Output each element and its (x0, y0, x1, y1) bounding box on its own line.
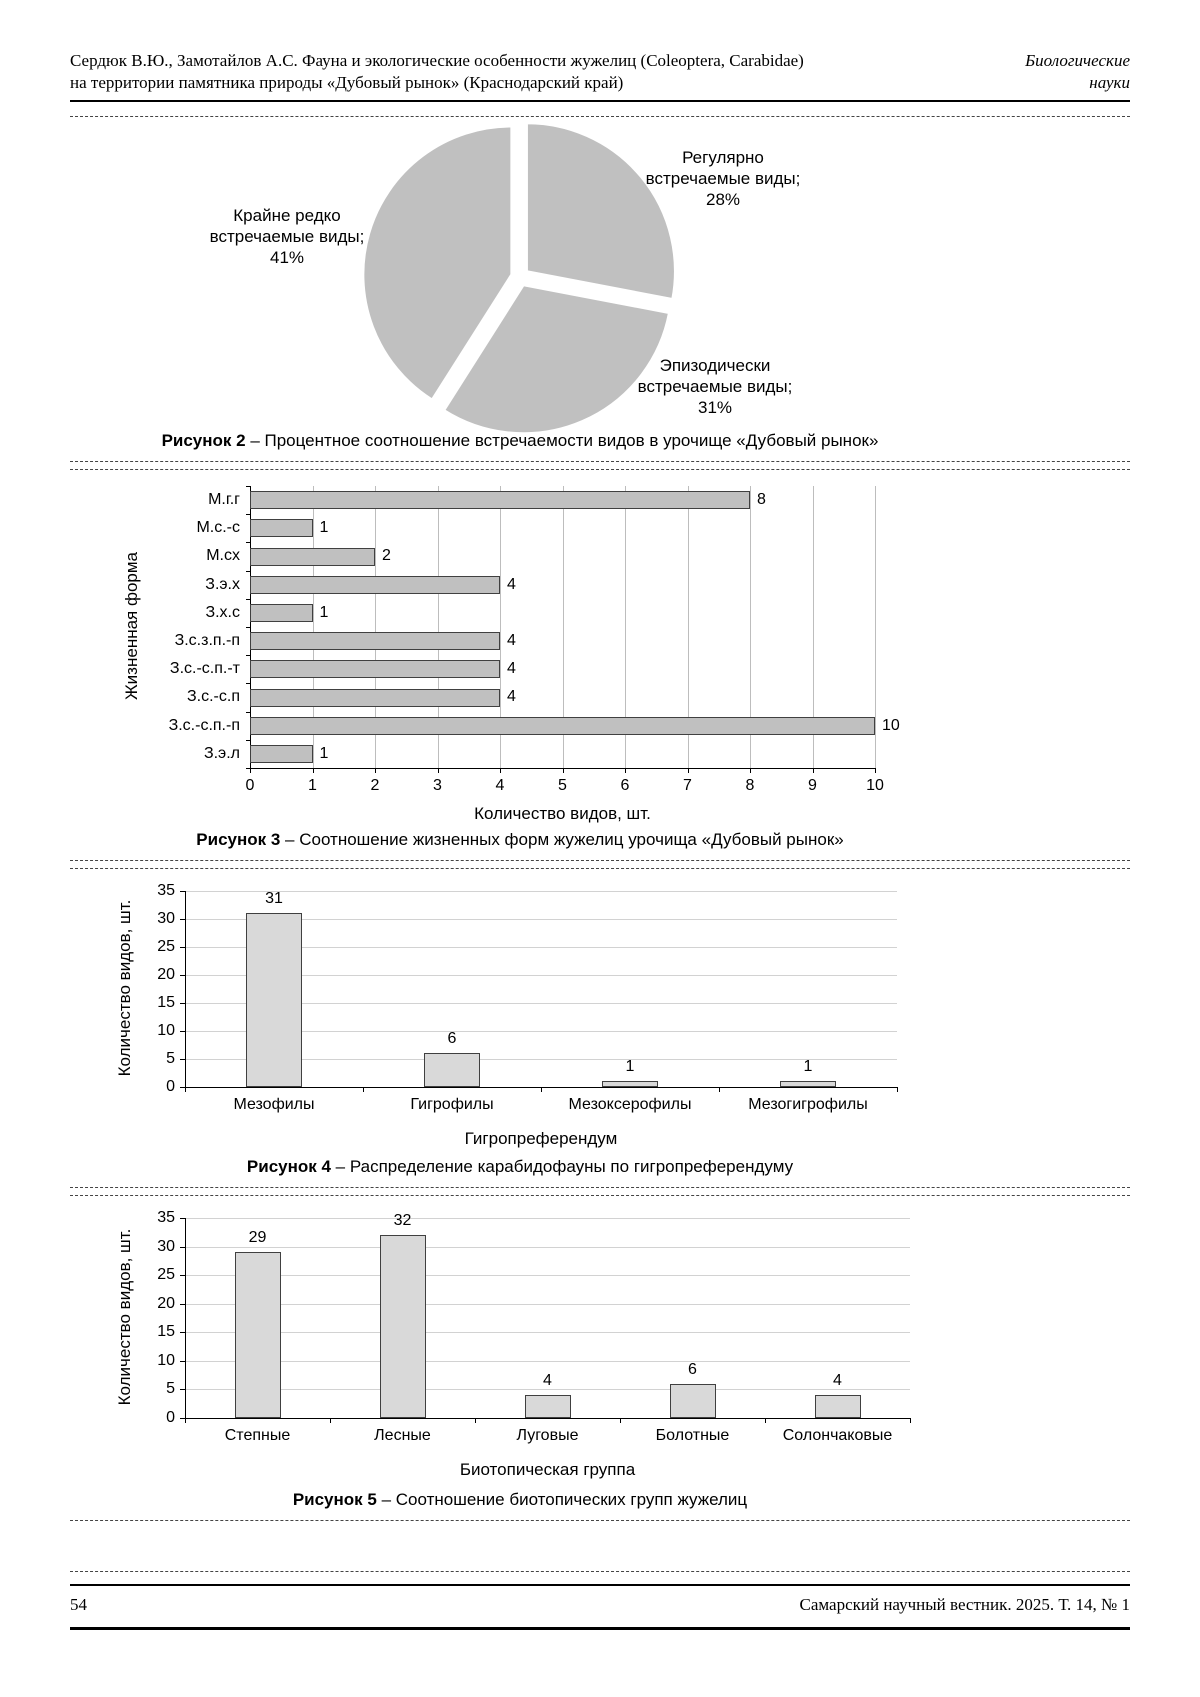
category-label: Луговые (516, 1427, 579, 1444)
dashed-rule (70, 868, 1130, 869)
category-label: Степные (224, 1427, 291, 1444)
bar-value-label: 4 (507, 632, 516, 649)
journal-section-label (1025, 50, 1130, 94)
section-divider (70, 1187, 1130, 1196)
figure-title: – Распределение карабидофауны по гигропреферендуму (330, 1157, 794, 1176)
x-axis-tick (541, 1087, 542, 1092)
bar-value-label: 1 (319, 519, 329, 537)
x-tick-label: 4 (495, 777, 505, 794)
category-label: Мезофилы (233, 1096, 315, 1113)
figure-label: Рисунок 2 (161, 431, 246, 450)
figure-4-caption (70, 1157, 970, 1177)
pie-label-rare (197, 205, 377, 268)
figure-3-section (70, 478, 1130, 869)
bar (525, 1395, 571, 1418)
y-tick-label: 5 (166, 1050, 175, 1067)
x-axis-tick (897, 1087, 898, 1092)
bar (380, 1235, 426, 1418)
bar-value-label: 4 (507, 575, 516, 593)
y-tick-label: 25 (157, 938, 175, 955)
x-axis-tick (185, 1418, 186, 1423)
category-label: З.э.х (205, 575, 240, 593)
y-axis-tick (246, 514, 250, 515)
x-axis-tick (910, 1418, 911, 1423)
y-tick-label: 10 (157, 1351, 175, 1369)
journal-section-line1: Биологические (1025, 51, 1130, 70)
y-tick-label: 25 (157, 1266, 175, 1284)
figure-4-section (70, 877, 1130, 1196)
bar (250, 632, 500, 650)
x-axis-title: Гигропреферендум (464, 1129, 618, 1148)
x-tick-label: 7 (683, 777, 692, 794)
pie-slice-label: Эпизодически встречаемые виды; (637, 356, 793, 396)
y-tick-label: 15 (157, 994, 175, 1011)
category-label: М.сх (206, 547, 240, 565)
y-tick-label: 20 (157, 966, 175, 983)
header-row (70, 50, 1130, 94)
x-axis-tick (625, 768, 626, 773)
y-axis-tick (246, 486, 250, 487)
journal-section-line2: науки (1089, 73, 1130, 92)
category-label: З.х.с (205, 603, 240, 621)
bar-value-label: 10 (882, 716, 900, 734)
y-tick-label: 30 (157, 910, 175, 927)
pie-slice-percent: 41% (269, 248, 305, 267)
y-axis (185, 1218, 186, 1419)
bar (250, 491, 750, 509)
x-axis-title: Биотопическая группа (459, 1460, 636, 1479)
y-tick-label: 5 (166, 1380, 175, 1398)
gridline (875, 486, 876, 768)
bar (815, 1395, 861, 1418)
gridline (185, 1304, 910, 1305)
y-tick-label: 10 (157, 1022, 175, 1039)
bar (246, 913, 302, 1087)
bar (780, 1081, 836, 1087)
x-axis-tick (875, 768, 876, 773)
bar (250, 745, 313, 763)
y-tick-label: 35 (157, 882, 175, 899)
y-tick-label: 0 (166, 1409, 175, 1426)
bar (424, 1053, 480, 1087)
x-tick-label: 5 (558, 777, 567, 794)
bar-value-label: 8 (757, 491, 766, 508)
bar (602, 1081, 658, 1087)
x-axis-tick (620, 1418, 621, 1423)
category-label: Мезоксерофилы (568, 1096, 692, 1113)
dashed-rule (70, 1571, 1130, 1572)
category-label: З.с.-с.п.-т (169, 660, 240, 678)
bar-value-label: 4 (833, 1372, 842, 1390)
figure-5-section (70, 1204, 1130, 1521)
figure-label: Рисунок 4 (246, 1157, 331, 1176)
y-axis-tick (246, 683, 250, 684)
bar (250, 717, 875, 735)
bar-value-label: 1 (319, 744, 329, 762)
y-axis (185, 891, 186, 1088)
category-label: З.с.з.п.-п (174, 632, 240, 649)
y-tick-label: 35 (157, 1209, 175, 1226)
bar-value-label: 6 (447, 1030, 457, 1048)
gridline (185, 1218, 910, 1219)
article-title (70, 50, 804, 94)
bar-value-label: 6 (688, 1360, 697, 1378)
dashed-rule (70, 461, 1130, 462)
category-label: З.с.-с.п.-п (168, 716, 240, 734)
figure-label: Рисунок 5 (292, 1490, 377, 1509)
figure-title: – Процентное соотношение встречаемости видов в урочище «Дубовый рынок» (245, 431, 879, 450)
footer-text-row (70, 1586, 1130, 1615)
section-divider (70, 461, 1130, 470)
figure-2-section (70, 117, 1130, 470)
dashed-rule (70, 469, 1130, 470)
y-tick-label: 30 (157, 1237, 175, 1255)
category-label: З.с.-с.п (187, 688, 240, 706)
category-label: Гигрофилы (410, 1096, 494, 1113)
section-divider (70, 1520, 1130, 1521)
bar (250, 604, 313, 622)
y-tick-label: 0 (166, 1078, 175, 1095)
bar (235, 1252, 281, 1418)
pie-slice-percent: 31% (697, 398, 733, 417)
bar (250, 576, 500, 594)
figure-title: – Соотношение жизненных форм жужелиц урочища «Дубовый рынок» (280, 830, 844, 849)
bar (250, 548, 375, 566)
x-tick-label: 10 (866, 777, 884, 794)
pie-label-episodic (626, 355, 804, 418)
gridline (185, 1275, 910, 1276)
bar-value-label: 31 (265, 890, 283, 908)
y-tick-label: 15 (157, 1323, 175, 1341)
x-axis-tick (313, 768, 314, 773)
x-axis-tick (438, 768, 439, 773)
x-tick-label: 1 (308, 777, 317, 794)
pie-slice-label: Крайне редко встречаемые виды; (209, 206, 365, 246)
y-axis-tick (246, 599, 250, 600)
x-tick-label: 8 (745, 777, 755, 794)
pie-chart-occurrence (70, 117, 1130, 429)
pie-slice-label: Регулярно встречаемые виды; (645, 148, 801, 188)
bar (670, 1384, 716, 1418)
bar-value-label: 1 (319, 603, 329, 621)
dashed-rule (70, 860, 1130, 861)
page-footer (70, 1571, 1130, 1630)
article-title-line1: Сердюк В.Ю., Замотайлов А.С. Фауна и экологические особенности жужелиц (Coleoptera, Carabidae) (70, 51, 804, 70)
category-label: З.э.л (203, 744, 240, 762)
category-label: Болотные (655, 1427, 730, 1444)
x-axis-tick (563, 768, 564, 773)
x-axis-tick (375, 768, 376, 773)
x-axis-tick (765, 1418, 766, 1423)
bar-value-label: 1 (803, 1058, 813, 1076)
x-axis-tick (719, 1087, 720, 1092)
x-tick-label: 9 (808, 777, 817, 794)
pie-slice-percent: 28% (705, 190, 741, 209)
figure-title: – Соотношение биотопических групп жужелиц (376, 1490, 748, 1509)
bar-value-label: 1 (625, 1058, 635, 1076)
x-tick-label: 0 (245, 777, 255, 794)
y-axis-tick (246, 627, 250, 628)
category-label: Солончаковые (782, 1427, 893, 1444)
bar-value-label: 32 (393, 1212, 412, 1230)
pie-label-regular (633, 147, 813, 210)
figure-5-caption (70, 1490, 970, 1510)
category-label: Лесные (374, 1427, 431, 1444)
bar-value-label: 29 (248, 1229, 267, 1247)
x-axis-tick (185, 1087, 186, 1092)
y-axis-tick (246, 712, 250, 713)
x-axis-tick (475, 1418, 476, 1423)
y-tick-label: 20 (157, 1294, 175, 1312)
bar (250, 660, 500, 678)
y-axis-tick (246, 542, 250, 543)
bar-chart-hygropreference (70, 877, 1130, 1155)
bar (250, 689, 500, 707)
dashed-rule (70, 1520, 1130, 1521)
bar-value-label: 4 (507, 688, 516, 706)
bottom-rule (70, 1627, 1130, 1630)
category-label: М.г.г (208, 491, 240, 508)
bar-value-label: 4 (507, 660, 516, 678)
figure-3-caption (70, 830, 970, 850)
bar (250, 519, 313, 537)
x-axis-tick (750, 768, 751, 773)
x-tick-label: 2 (370, 777, 380, 794)
x-axis-title: Количество видов, шт. (474, 804, 651, 823)
dashed-rule (70, 1187, 1130, 1188)
y-axis-title: Жизненная форма (122, 551, 141, 701)
y-axis-tick (246, 655, 250, 656)
bar-value-label: 4 (543, 1372, 552, 1390)
x-axis-tick (250, 768, 251, 773)
x-tick-label: 6 (620, 777, 630, 794)
dashed-rule (70, 1195, 1130, 1196)
figure-label: Рисунок 3 (196, 830, 281, 849)
y-axis-title: Количество видов, шт. (115, 1228, 134, 1406)
gridline (185, 1361, 910, 1362)
category-label: М.с.-с (196, 519, 240, 537)
category-label: Мезогигрофилы (748, 1096, 868, 1113)
y-axis-tick (246, 571, 250, 572)
bar-value-label: 2 (382, 547, 391, 565)
y-axis-title: Количество видов, шт. (115, 899, 134, 1077)
x-axis (185, 1418, 911, 1419)
x-axis-tick (330, 1418, 331, 1423)
bar-chart-life-forms (70, 478, 1130, 828)
x-axis-tick (688, 768, 689, 773)
x-tick-label: 3 (433, 777, 442, 794)
page-number: 54 (70, 1595, 87, 1614)
header-rule (70, 100, 1130, 102)
section-divider (70, 860, 1130, 869)
gridline (185, 1332, 910, 1333)
journal-reference: Самарский научный вестник. 2025. Т. 14, № 1 (799, 1595, 1130, 1614)
y-axis-tick (246, 740, 250, 741)
bar-chart-biotopic-groups (70, 1204, 1130, 1488)
x-axis-tick (500, 768, 501, 773)
page-header (70, 0, 1130, 117)
x-axis-tick (813, 768, 814, 773)
article-title-line2: на территории памятника природы «Дубовый рынок» (Краснодарский край) (70, 73, 624, 92)
x-axis-tick (363, 1087, 364, 1092)
